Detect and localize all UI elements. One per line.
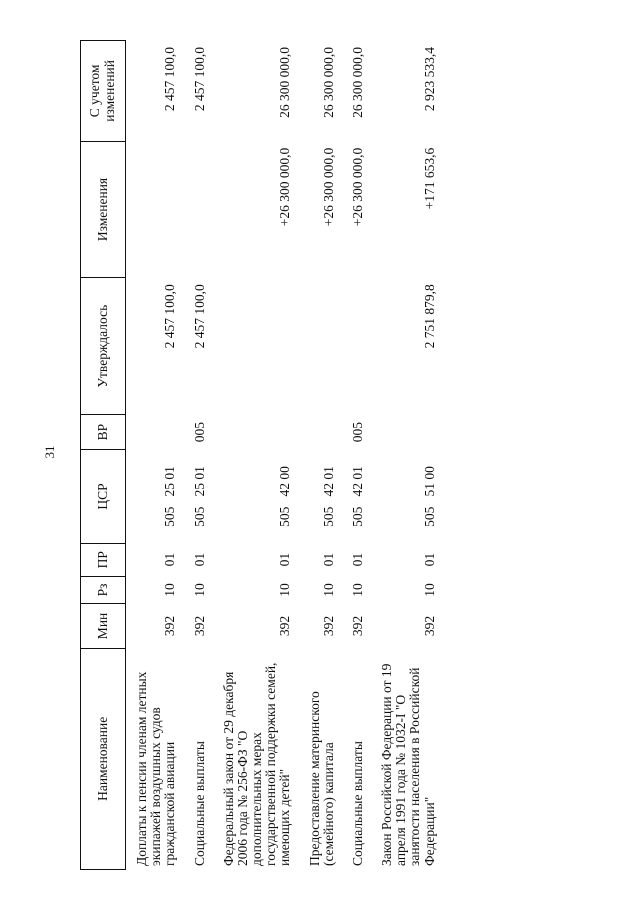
row-name: Федеральный закон от 29 декабря 2006 года № 256-ФЗ "О дополнительных мерах государственной поддержки семей, имеющих детей" xyxy=(220,662,293,866)
row-csr: 505 51 00 xyxy=(421,466,437,527)
row-min: 392 xyxy=(421,615,437,637)
row-approved xyxy=(299,278,342,415)
row-rz: 10 xyxy=(277,583,293,597)
row-pr: 01 xyxy=(349,552,365,567)
row-approved xyxy=(342,278,371,415)
row-min: 392 xyxy=(349,615,365,637)
row-with-changes: 26 300 000,0 xyxy=(349,47,365,118)
row-vr xyxy=(126,415,184,450)
row-vr: 005 xyxy=(191,422,207,443)
header-vr: ВР xyxy=(81,415,126,450)
row-rz: 10 xyxy=(162,583,178,597)
header-with-changes-text: С учетом изменений xyxy=(87,59,117,122)
row-vr xyxy=(299,415,342,450)
row-csr: 505 25 01 xyxy=(191,466,207,527)
row-rz: 10 xyxy=(421,583,437,597)
row-min: 392 xyxy=(320,615,336,637)
row-approved: 2 751 879,8 xyxy=(421,284,437,349)
row-with-changes: 2 457 100,0 xyxy=(162,47,178,112)
row-name: Социальные выплаты xyxy=(191,741,207,866)
row-with-changes: 26 300 000,0 xyxy=(277,47,293,118)
row-approved: 2 457 100,0 xyxy=(191,284,207,349)
row-rz: 10 xyxy=(320,583,336,597)
table-row xyxy=(299,41,342,870)
row-with-changes: 2 923 533,4 xyxy=(421,47,437,112)
row-csr: 505 42 01 xyxy=(349,466,365,527)
table-header-row xyxy=(81,41,126,870)
row-with-changes: 26 300 000,0 xyxy=(320,47,336,118)
row-changes: +26 300 000,0 xyxy=(349,147,365,227)
table-row xyxy=(184,41,213,870)
row-pr: 01 xyxy=(421,552,437,567)
row-name: Доплаты к пенсии членам летных экипажей воздушных судов гражданской авиации xyxy=(134,671,178,866)
header-min: Мин xyxy=(81,604,126,649)
header-csr: ЦСР xyxy=(81,450,126,543)
header-rz: Рз xyxy=(81,576,126,603)
row-rz: 10 xyxy=(349,583,365,597)
table-row xyxy=(371,41,443,870)
row-pr: 01 xyxy=(162,552,178,567)
row-vr: 005 xyxy=(349,422,365,443)
row-pr: 01 xyxy=(320,552,336,567)
header-name: Наименование xyxy=(81,648,126,869)
budget-table xyxy=(80,40,443,870)
budget-table-sheet xyxy=(80,40,548,870)
row-csr: 505 25 01 xyxy=(162,466,178,527)
table-row xyxy=(213,41,299,870)
header-changes: Изменения xyxy=(81,141,126,278)
header-approved: Утверждалось xyxy=(81,278,126,415)
row-name: Закон Российской Федерации от 19 апреля 1991 года № 1032-I "О занятости населения в Российской Федерации" xyxy=(379,663,437,866)
row-approved: 2 457 100,0 xyxy=(162,284,178,349)
row-changes: +26 300 000,0 xyxy=(320,147,336,227)
row-csr: 505 42 00 xyxy=(277,466,293,527)
header-with-changes xyxy=(81,41,126,142)
row-with-changes: 2 457 100,0 xyxy=(191,47,207,112)
row-pr: 01 xyxy=(277,552,293,567)
row-name: Предоставление материнского (семейного) капитала xyxy=(306,691,336,866)
table-row xyxy=(342,41,371,870)
row-changes xyxy=(184,141,213,278)
page-number: 31 xyxy=(42,445,57,459)
table-row xyxy=(126,41,184,870)
row-changes: +26 300 000,0 xyxy=(277,147,293,227)
row-vr xyxy=(371,415,443,450)
row-min: 392 xyxy=(277,615,293,637)
row-csr: 505 42 01 xyxy=(320,466,336,527)
row-name: Социальные выплаты xyxy=(349,741,365,866)
row-min: 392 xyxy=(162,615,178,637)
row-approved xyxy=(213,278,299,415)
row-changes: +171 653,6 xyxy=(421,147,437,210)
header-pr: ПР xyxy=(81,543,126,576)
row-min: 392 xyxy=(191,615,207,637)
row-pr: 01 xyxy=(191,552,207,567)
row-changes xyxy=(126,141,184,278)
row-rz: 10 xyxy=(191,583,207,597)
row-vr xyxy=(213,415,299,450)
